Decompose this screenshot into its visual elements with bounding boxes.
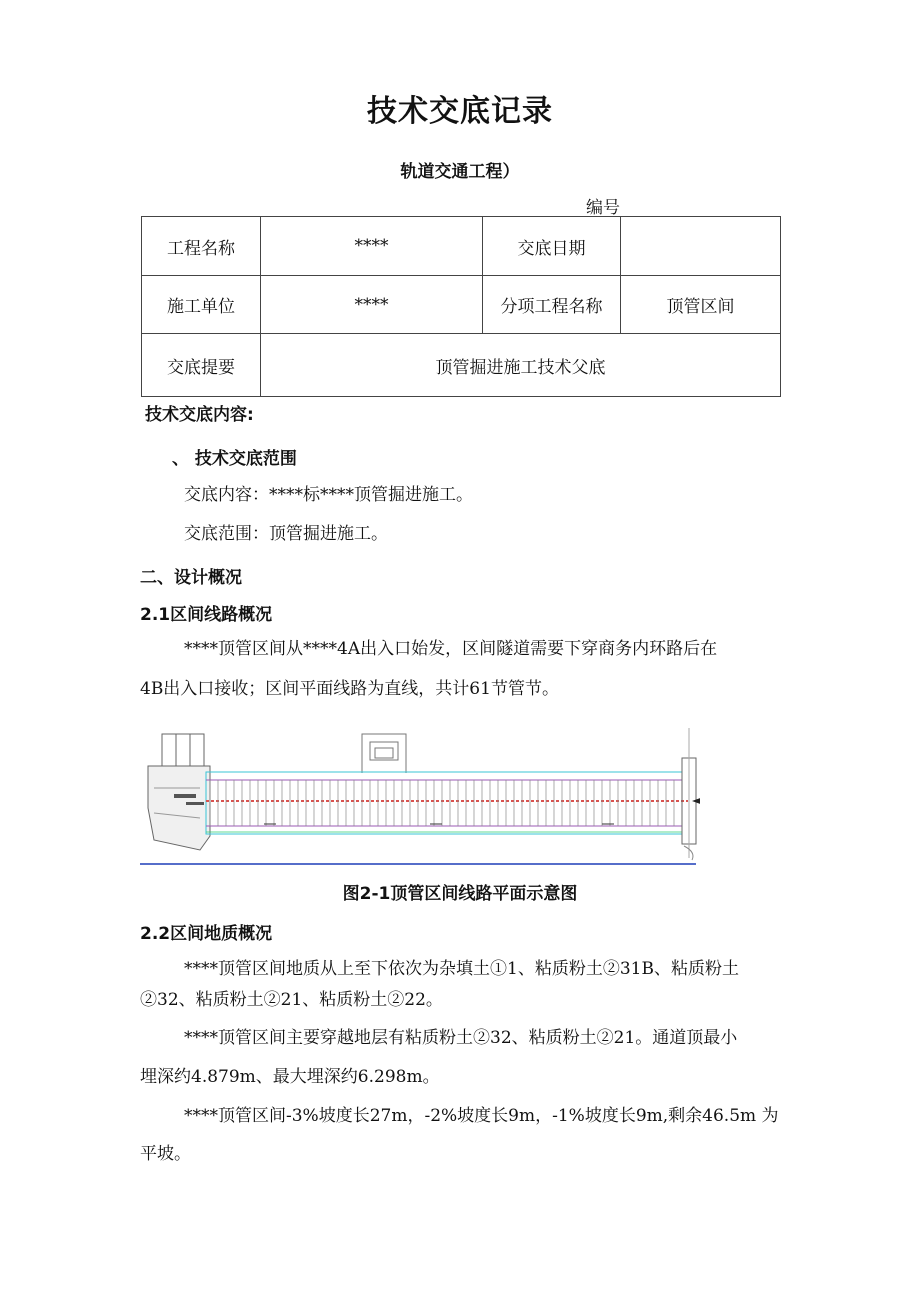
document-title: 技术交底记录	[367, 94, 553, 129]
section1-line1: 交底内容：****标****顶管掘进施工。	[184, 485, 473, 505]
left-shaft-structure	[148, 734, 210, 850]
date-label: 交底日期	[483, 217, 621, 276]
doc-number-label: 编号	[586, 198, 620, 218]
unit-value: ****	[261, 276, 483, 334]
unit-label: 施工单位	[142, 276, 261, 334]
route-paragraph-line1: ****顶管区间从****4A出入口始发，区间隧道需要下穿商务内环路后在	[184, 639, 718, 659]
document-subtitle: 轨道交通工程）	[400, 162, 520, 182]
date-value	[621, 217, 781, 276]
project-name-value: ****	[261, 217, 483, 276]
pipe-segment-lines	[210, 780, 674, 826]
summary-label: 交底提要	[142, 334, 261, 397]
right-shaft-structure	[682, 728, 696, 860]
route-plan-figure	[140, 728, 700, 868]
geology-paragraph2-line1: ****顶管区间主要穿越地层有粘质粉土②32、粘质粉土②21。通道顶最小	[184, 1028, 738, 1048]
figure-caption: 图2-1顶管区间线路平面示意图	[342, 884, 578, 904]
geology-paragraph3-line1: ****顶管区间-3%坡度长27m，-2%坡度长9m，-1%坡度长9m,剩余46.5m 为	[184, 1106, 779, 1126]
info-table	[141, 216, 781, 397]
geology-paragraph1-line2: ②32、粘质粉土②21、粘质粉土②22。	[140, 990, 443, 1010]
project-name-label: 工程名称	[142, 217, 261, 276]
table-row	[142, 217, 781, 276]
geology-paragraph3-line2: 平坡。	[140, 1144, 191, 1164]
central-shaft-structure	[362, 734, 406, 773]
subproject-label: 分项工程名称	[483, 276, 621, 334]
section1-heading: 、 技术交底范围	[172, 449, 297, 469]
subsection-2-2-heading: 2.2区间地质概况	[140, 924, 273, 944]
table-row	[142, 334, 781, 397]
subproject-value: 顶管区间	[621, 276, 781, 334]
section1-line2: 交底范围：顶管掘进施工。	[184, 524, 388, 544]
geology-paragraph2-line2: 埋深约4.879m、最大埋深约6.298m。	[140, 1067, 440, 1087]
summary-value: 顶管掘进施工技术父底	[261, 334, 781, 397]
content-heading: 技术交底内容:	[145, 405, 254, 425]
section2-heading: 二、设计概况	[140, 568, 242, 588]
tunnel-body	[206, 772, 688, 834]
subsection-2-1-heading: 2.1区间线路概况	[140, 605, 273, 625]
route-paragraph-line2: 4B出入口接收；区间平面线路为直线，共计61节管节。	[140, 679, 559, 699]
geology-paragraph1-line1: ****顶管区间地质从上至下依次为杂填土①1、粘质粉土②31B、粘质粉土	[184, 959, 739, 979]
table-row	[142, 276, 781, 334]
